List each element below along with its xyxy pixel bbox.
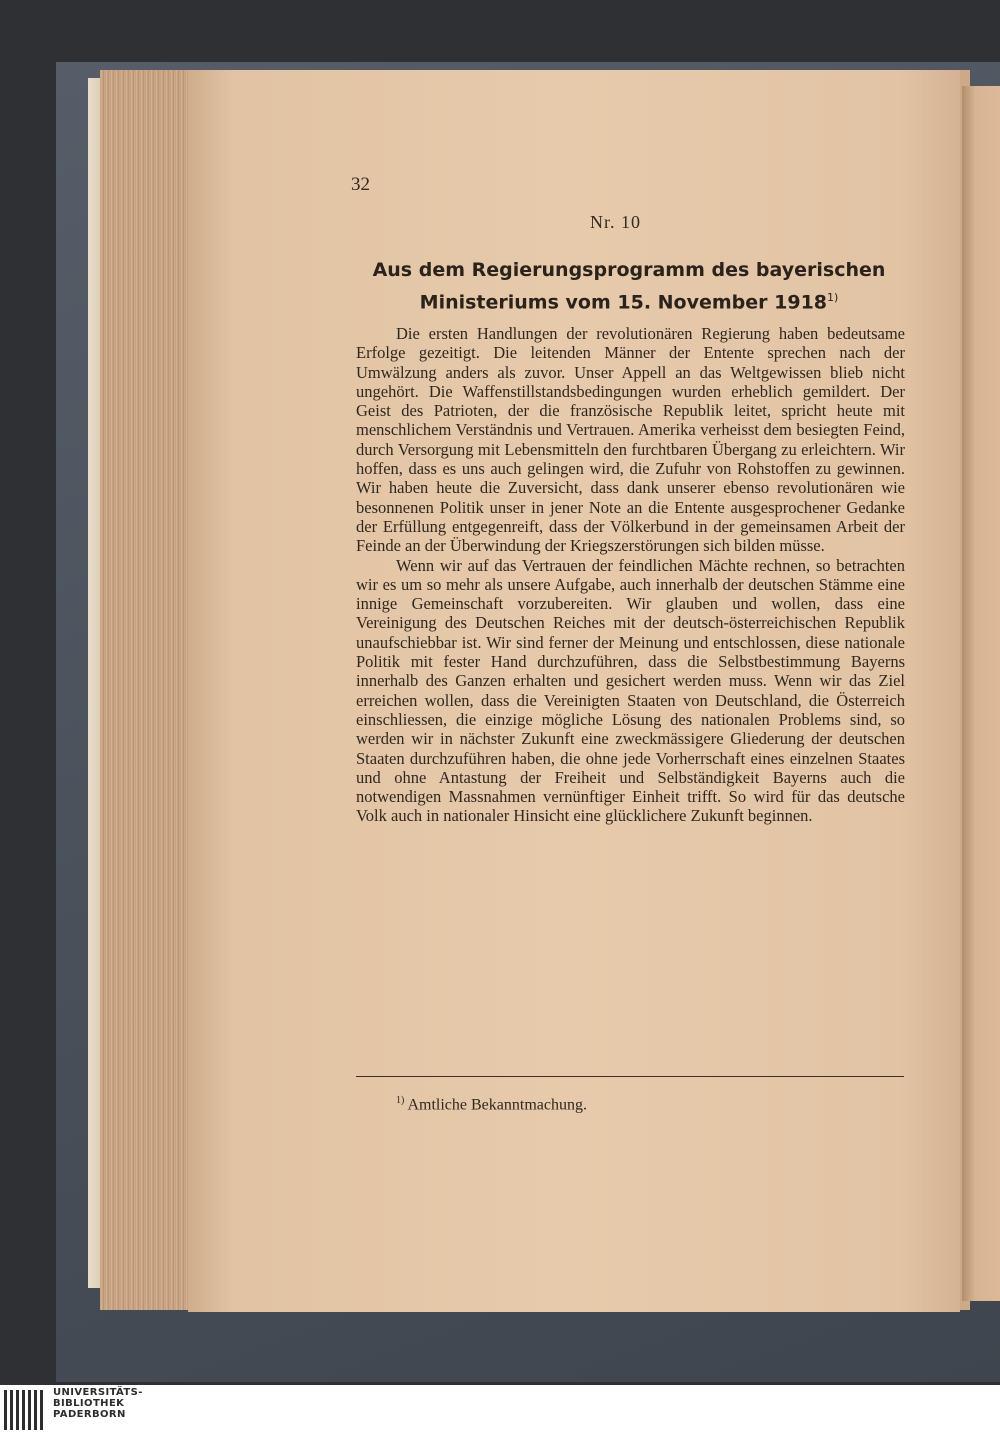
body-text <box>356 324 905 826</box>
document-number: Nr. 10 <box>590 212 641 232</box>
title-footnote-mark: 1) <box>827 291 839 304</box>
logo-line-3: PADERBORN <box>53 1409 126 1420</box>
paragraph-2: Wenn wir auf das Vertrauen der feindlichen Mächte rechnen, so betrachten wir es um so mehr als unsere Aufgabe, auch innerhalb der deutschen Stämme eine innige Gemeinschaft vorzubereiten. Wir glauben und wollen, dass eine Vereinigung des Deutschen Reiches mit der deutsch-österreichischen Republik unaufschiebbar ist. Wir sind ferner der Meinung und entschlossen, diese nationale Politik mit fester Hand durchzuführen, dass die Selbstbestimmung Bayerns innerhalb des Ganzen erhalten und gesichert werden muss. Wenn wir das Ziel erreichen wollen, dass die Vereinigten Staaten von Deutschland, die Österreich einschliessen, die einzige mögliche Lösung des nationalen Problems sind, so werden wir in nächster Zukunft eine zweckmässigere Gliederung der deutschen Staaten durchzuführen haben, die ohne jede Vorherrschaft eines einzelnen Staates und ohne Antastung der Freiheit und Selbständigkeit Bayerns auch die notwendigen Massnahmen vernünftiger Einheit trifft. So wird für das deutsche Volk auch in nationaler Hinsicht eine glücklichere Zukunft beginnen. <box>356 555 905 826</box>
library-logo-icon <box>4 1388 44 1432</box>
title-line-2 <box>354 284 904 316</box>
logo-line-2: BIBLIOTHEK <box>53 1398 125 1409</box>
footnote-text: Amtliche Bekanntmachung. <box>407 1096 587 1114</box>
logo-line-1: UNIVERSITÄTS- <box>53 1387 143 1398</box>
library-logo-text <box>53 1387 143 1420</box>
footnote-divider <box>356 1076 904 1077</box>
footnote-mark: 1) <box>396 1095 405 1106</box>
library-logo-bar <box>0 1385 1000 1435</box>
footnote <box>396 1095 587 1114</box>
page-stack-edges <box>100 70 192 1310</box>
title-line-2-text: Ministeriums vom 15. November 1918 <box>419 291 828 314</box>
document-title <box>354 256 904 316</box>
next-page-edge <box>962 86 1000 1301</box>
page-number: 32 <box>351 174 370 195</box>
title-line-1: Aus dem Regierungsprogramm des bayerischen <box>372 259 886 281</box>
paragraph-1: Die ersten Handlungen der revolutionären Regierung haben bedeutsame Erfolge gezeitigt. Die leitenden Männer der Entente sprechen nach der Umwälzung anders als zuvor. Unser Appell an das Weltgewissen blieb nicht ungehört. Die Waffenstillstandsbedingungen wurden erheblich gemildert. Der Geist des Patrioten, der die französische Republik leitet, spricht heute mit menschlichem Verständnis und Vertrauen. Amerika verheisst dem besiegten Feind, durch Versorgung mit Lebensmitteln den furchtbaren Übergang zu erleichtern. Wir hoffen, dass es uns auch gelingen wird, die Zufuhr von Rohstoffen zu gewinnen. Wir haben heute die Zuversicht, dass dank unserer ebenso revolutionären wie besonnenen Politik unser in jener Note an die Entente ausgesprochener Gedanke der Erfüllung entgegenreift, dass der Völkerbund in der gemeinsamen Arbeit der Feinde an der Überwindung der Kriegszerstörungen sich bilden müsse. <box>356 324 905 556</box>
